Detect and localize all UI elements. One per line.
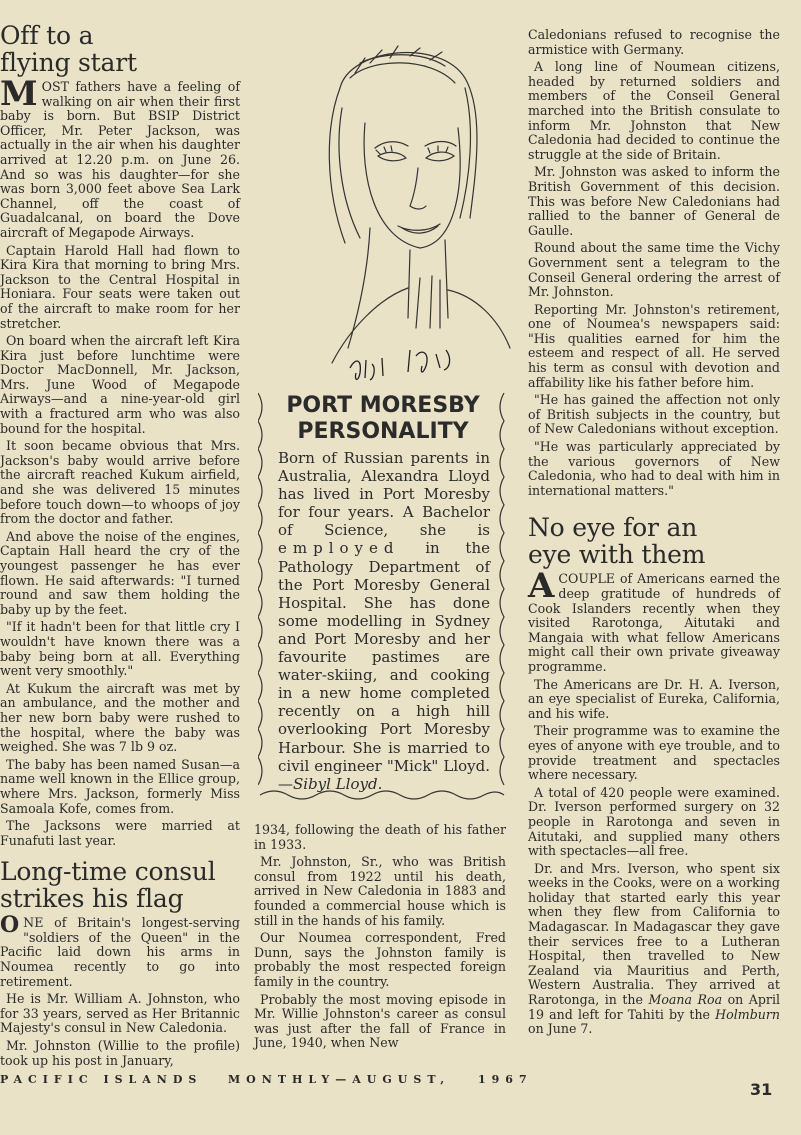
article2-right-2: Mr. Johnston was asked to inform the British Government of this decision. This was before New Caledonians had rallied to the banner of General de Gaulle. bbox=[528, 164, 780, 238]
profile-title: PORT MORESBY PERSONALITY bbox=[286, 393, 480, 444]
article2-right-1: A long line of Noumean citizens, headed by returned soldiers and members of the Conseil General marched into the British consulate to inform Mr. Johnston that New Caledonia had decided to continue the struggle at the side of Britain. bbox=[528, 59, 780, 162]
article2-para-0: ONE of Britain's longest-serving "soldiers of the Queen" in the Pacific laid down his arms in Noumea recently to go into retirement. bbox=[0, 912, 240, 989]
article3-para-4: Dr. and Mrs. Iverson, who spent six weeks in the Cooks, were on a working holiday that started early this year when they flew from California to Madagascar. In Madagascar they gave their services free to a Lutheran Hospital, then travelled to New Zealand via Mauritius and Perth, Western Australia. They arrived at Rarotonga, in the Moana Roa on April 19 and left for Tahiti by the Holmburn on June 7. bbox=[528, 860, 781, 1037]
middle-column-continued bbox=[254, 823, 506, 1054]
page-footer bbox=[0, 1073, 801, 1093]
article1-para-3: It soon became obvious that Mrs. Jackson's baby would arrive before the aircraft reached Kukum airfield, and she was delivered 15 minutes before touch down—to whoops of joy from the doctor and father. bbox=[0, 438, 240, 527]
article1-para-4: And above the noise of the engines, Captain Hall heard the cry of the youngest passenger he has ever flown. He said afterwards: "I turned round and saw them holding the baby up by the feet. bbox=[0, 528, 240, 617]
article2-drop-cap: O bbox=[0, 912, 20, 939]
article1-drop-cap: M bbox=[0, 74, 38, 114]
article2-headline: Long-time consul strikes his flag bbox=[0, 857, 216, 914]
article3-para-0: ACOUPLE of Americans earned the deep gratitude of hundreds of Cook Islanders recently when they visited Rarotonga, Aitutaki and Mangaia with what fellow Americans might call their own private giveaway programme. bbox=[528, 566, 780, 674]
article3-drop-cap: A bbox=[528, 566, 555, 607]
article1-para-6: At Kukum the aircraft was met by an ambulance, and the mother and her new born baby were rushed to the hospital, where the baby was weighed. She was 7 lb 9 oz. bbox=[0, 680, 240, 755]
article1-para-1: Captain Harold Hall had flown to Kira Kira that morning to bring Mrs. Jackson to the Central Hospital in Honiara. Four seats were taken out of the aircraft to make room for her stretcher. bbox=[0, 242, 240, 331]
footer-center: MONTHLY—AUGUST, bbox=[228, 1073, 451, 1086]
article2-right-3: Round about the same time the Vichy Government sent a telegram to the Conseil General ordering the arrest of Mr. Johnston. bbox=[528, 240, 780, 300]
article3-headline: No eye for an eye with them bbox=[528, 513, 706, 570]
article1-para-5: "If it hadn't been for that little cry I wouldn't have known there was a baby being born at all. Everything went very smoothly." bbox=[0, 619, 240, 679]
article2-para-2: Mr. Johnston (Willie to the profile) took up his post in January, bbox=[0, 1038, 240, 1068]
profile-box bbox=[258, 385, 508, 805]
article2-right-6: "He was particularly appreciated by the various governors of New Caledonia, who had to deal with him in international matters." bbox=[528, 439, 780, 498]
article2-cont-1: Mr. Johnston, Sr., who was British consul from 1922 until his death, arrived in New Caledonia in 1883 and founded a commercial house which is still in the hands of his family. bbox=[254, 854, 506, 928]
article2-para-1: He is Mr. William A. Johnston, who for 33 years, served as Her Britannic Majesty's consul in New Caledonia. bbox=[0, 991, 240, 1036]
footer-left: PACIFIC ISLANDS bbox=[0, 1073, 203, 1086]
profile-body: Born of Russian parents in Australia, Alexandra Lloyd has lived in Port Moresby for four years. A Bachelor of Science, she is employed in the Pathology Department of the Port Moresby General Hospital. She has done some modelling in Sydney and Port Moresby and her favourite pastimes are water-skiing, and cooking in a new home completed recently on a high hill overlooking Port Moresby Harbour. She is married to civil engineer "Mick" Lloyd.—Sibyl Lloyd. bbox=[278, 449, 490, 793]
article1-para-0: MOST fathers have a feeling of walking on air when their first baby is born. But BSIP District Officer, Mr. Peter Jackson, was actually in the air when his daughter arrived at 12.20 p.m. on June 26. And so was his daughter—for she was born 3,000 feet above Sea Lark Channel, off the coast of Guadalcanal, on board the Dove aircraft of Megapode Airways. bbox=[0, 74, 240, 240]
article2-right-4: Reporting Mr. Johnston's retirement, one of Noumea's newspapers said: "His qualities earned for him the esteem and respect of all. He served his term as consul with devotion and affability like his father before him. bbox=[528, 301, 780, 390]
right-column bbox=[528, 28, 780, 1040]
left-column bbox=[0, 22, 240, 1071]
page-number: 31 bbox=[750, 1080, 773, 1099]
article3-para-1: The Americans are Dr. H. A. Iverson, an eye specialist of Eureka, California, and his wife. bbox=[528, 676, 780, 721]
article2-cont-2: Our Noumea correspondent, Fred Dunn, says the Johnston family is probably the most respected foreign family in the country. bbox=[254, 930, 506, 989]
article1-para-7: The baby has been named Susan—a name well known in the Ellice group, where Mrs. Jackson, formerly Miss Samoala Kofe, comes from. bbox=[0, 756, 240, 816]
article2-cont-3: Probably the most moving episode in Mr. Willie Johnston's career as consul was just after the fall of France in June, 1940, when New bbox=[254, 991, 506, 1051]
article2-right-0: Caledonians refused to recognise the armistice with Germany. bbox=[528, 27, 780, 57]
article2-right-5: "He has gained the affection not only of British subjects in the country, but of New Caledonians without exception. bbox=[528, 392, 780, 437]
article3-para-2: Their programme was to examine the eyes of anyone with eye trouble, and to provide treatment and spectacles where necessary. bbox=[528, 723, 780, 783]
article1-para-8: The Jacksons were married at Funafuti last year. bbox=[0, 818, 240, 848]
portrait-sketch bbox=[270, 28, 520, 388]
article3-para-3: A total of 420 people were examined. Dr. Iverson performed surgery on 32 people in Rarotonga and seven in Aitutaki, and supplied many others with spectacles—all free. bbox=[528, 784, 780, 859]
article1-headline: Off to a flying start bbox=[0, 21, 137, 77]
article2-cont-0: 1934, following the death of his father in 1933. bbox=[254, 822, 506, 852]
footer-year: 1967 bbox=[478, 1073, 533, 1086]
article1-para-2: On board when the aircraft left Kira Kira just before lunchtime were Doctor MacDonnell, Mr. Jackson, Mrs. June Wood of Megapode Airways—and a nine-year-old girl with a fractured arm who was also bound for the hospital. bbox=[0, 333, 240, 436]
